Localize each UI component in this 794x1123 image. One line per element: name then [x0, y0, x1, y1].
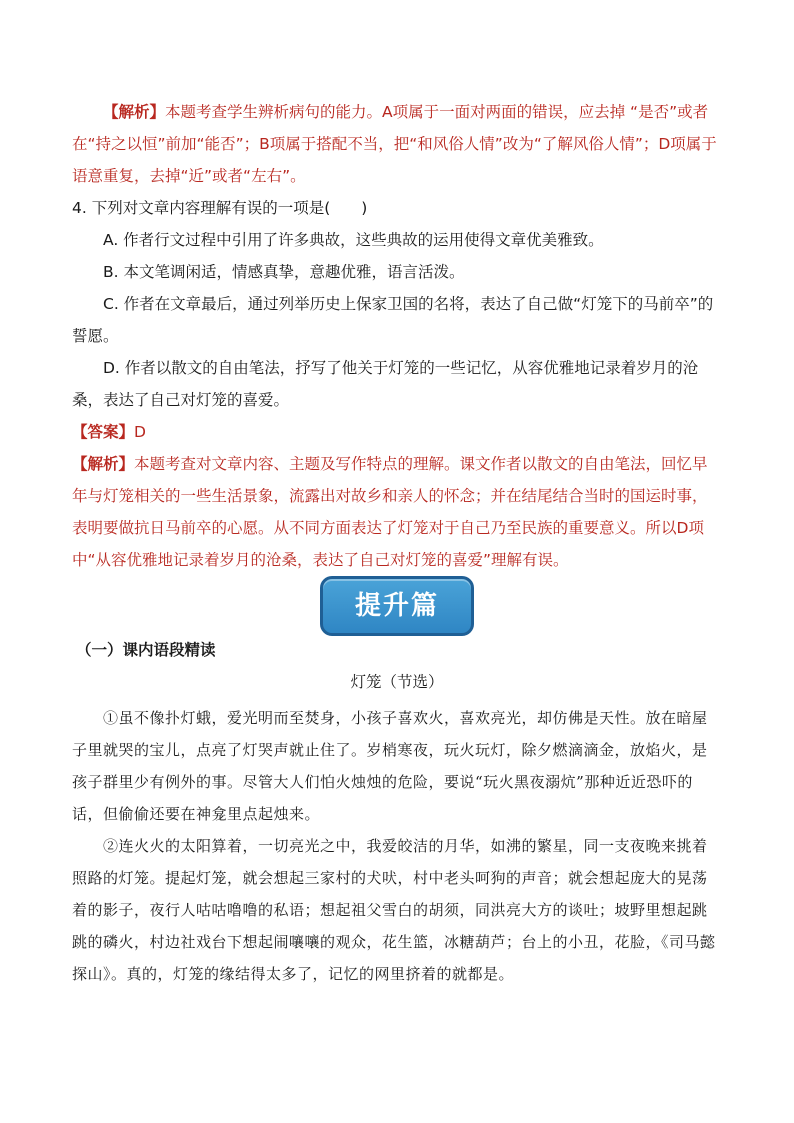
- section-title: （一）课内语段精读: [76, 641, 216, 659]
- passage-paragraph-2: ②连火火的太阳算着，一切亮光之中，我爱皎洁的月华，如沸的繁星，同一支夜晚来挑着照路的灯笼。提起灯笼，就会想起三家村的犬吠，村中老头呵狗的声音；就会想起庞大的晃荡着的影子，夜行人咕咕噜噜的私语；想起祖父雪白的胡须，同洪亮大方的谈吐；坡野里想起跳跳的磷火，村边社戏台下想起闹嚷嚷的观众，花生篮，冰糖葫芦；台上的小丑，花脸，《司马懿探山》。真的，灯笼的缘结得太多了，记忆的网里挤着的就都是。: [72, 837, 716, 983]
- question-4-stem: 4. 下列对文章内容理解有误的一项是( ): [72, 199, 368, 217]
- analysis-2: [72, 448, 722, 576]
- analysis-1-text: 本题考查学生辨析病句的能力。A项属于一面对两面的错误，应去掉 “是否”或者在“持之以恒”前加“能否”；B项属于搭配不当，把“和风俗人情”改为“了解风俗人情”；D项属于语意重复，去掉“近”或者“左右”。: [72, 103, 717, 185]
- analysis-2-text: 本题考查对文章内容、主题及写作特点的理解。课文作者以散文的自由笔法，回忆早年与灯笼相关的一些生活景象，流露出对故乡和亲人的怀念；并在结尾结合当时的国运时事，表明要做抗日马前卒的心愿。从不同方面表达了灯笼对于自己乃至民族的重要意义。所以D项中“从容优雅地记录着岁月的沧桑，表达了自己对灯笼的喜爱”理解有误。: [72, 455, 708, 569]
- answer: [72, 416, 722, 448]
- section-banner: 提升篇: [320, 576, 474, 636]
- answer-tag: 【答案】: [72, 423, 135, 441]
- passage: [72, 702, 722, 990]
- question-4-option-d: D. 作者以散文的自由笔法，抒写了他关于灯笼的一些记忆，从容优雅地记录着岁月的沧桑，表达了自己对灯笼的喜爱。: [72, 359, 699, 409]
- question-4-option-b: B. 本文笔调闲适，情感真挚，意趣优雅，语言活泼。: [103, 263, 465, 281]
- question-4: [72, 192, 722, 416]
- analysis-2-paragraph: [72, 448, 722, 576]
- analysis-1-paragraph: [72, 96, 722, 192]
- analysis-1-tag: 【解析】: [103, 103, 166, 121]
- analysis-1: [72, 96, 722, 192]
- answer-line: [72, 416, 722, 448]
- answer-value: D: [134, 423, 146, 441]
- passage-paragraph-1: ①虽不像扑灯蛾，爱光明而至焚身，小孩子喜欢火，喜欢亮光，却仿佛是天性。放在暗屋子里就哭的宝儿，点亮了灯哭声就止住了。岁梢寒夜，玩火玩灯，除夕燃滴滴金，放焰火，是孩子群里少有例外的事。尽管大人们怕火烛烛的危险，要说“玩火黑夜溺炕”那种近近恐吓的话，但偷偷还要在神龛里点起烛来。: [72, 709, 708, 823]
- banner-wrap: [0, 576, 794, 636]
- analysis-2-tag: 【解析】: [72, 455, 135, 473]
- passage-title: 灯笼（节选）: [350, 673, 444, 691]
- question-4-option-c: C. 作者在文章最后，通过列举历史上保家卫国的名将，表达了自己做“灯笼下的马前卒”的誓愿。: [72, 295, 714, 345]
- question-4-option-a: A. 作者行文过程中引用了许多典故，这些典故的运用使得文章优美雅致。: [103, 231, 604, 249]
